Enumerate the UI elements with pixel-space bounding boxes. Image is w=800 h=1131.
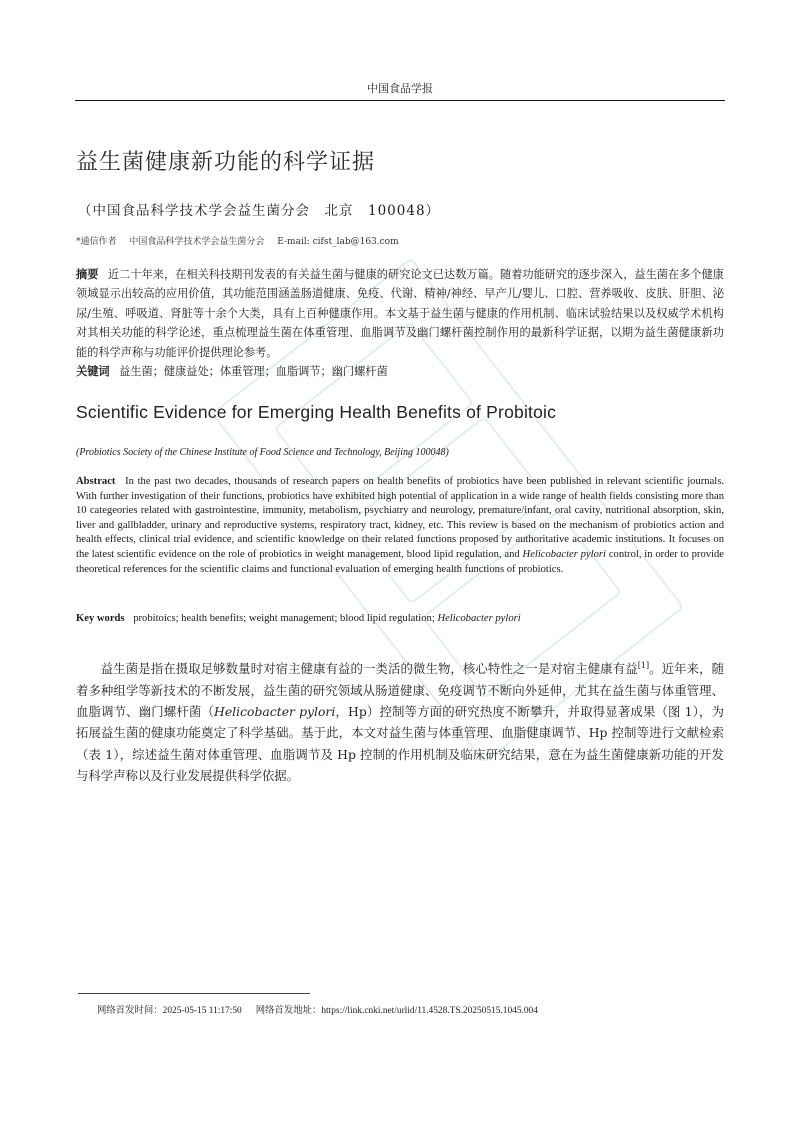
pub-url-link[interactable]: https://link.cnki.net/urlid/11.4528.TS.20250515.1045.004 xyxy=(321,1006,538,1016)
citation-ref[interactable]: [1] xyxy=(637,661,650,670)
keywords-en-italic: Helicobacter pylori xyxy=(437,613,521,624)
abstract-cn-body xyxy=(76,265,724,362)
keywords-en-text: probitoics; health benefits; weight management; blood lipid regulation; xyxy=(133,613,438,624)
keywords-cn xyxy=(76,362,724,381)
keywords-en xyxy=(76,613,724,624)
abstract-cn-text: 近二十年来，在相关科技期刊发表的有关益生菌与健康的研究论文已达数万篇。随着功能研究的逐步深入，益生菌在多个健康领域显示出较高的应用价值，其功能范围涵盖肠道健康、免疫、代谢、精神/神经、早产儿/婴儿、口腔、营养吸收、皮肤、肝胆、泌尿/生殖、呼吸道、肾脏等十余个大类，具有上百种健康作用。本文基于益生菌与健康的作用机制、临床试验结果以及权威学术机构对其相关功能的科学论述，重点梳理益生菌在体重管理、血脂调节及幽门螺杆菌控制作用的最新科学证据，以期为益生菌健康新功能的科学声称与功能评价提供理论参考。 xyxy=(76,268,724,359)
pub-url-label: 网络首发地址： xyxy=(255,1006,322,1016)
footnote xyxy=(97,1002,538,1016)
abstract-en-label: Abstract xyxy=(76,476,116,487)
pub-time-label: 网络首发时间： xyxy=(97,1006,163,1016)
header-rule xyxy=(75,100,725,101)
corresponding-org: 中国食品科学技术学会益生菌分会 xyxy=(129,237,265,247)
keywords-en-label: Key words xyxy=(76,613,125,624)
affiliation-cn: （中国食品科学技术学会益生菌分会 北京 100048） xyxy=(78,203,441,219)
paper-title-en: Scientific Evidence for Emerging Health Benefits of Probitoic xyxy=(76,402,557,422)
corresponding-label: *通信作者 xyxy=(76,237,117,247)
abstract-en-text-1: In the past two decades, thousands of research papers on health benefits of probiotics have been published in relevant scientific journals. With further investigation of their functions, probiotics have exhibited high potential of application in a wide range of health fields consisting more than 10 categeories related with gastrointestine, immunity, metabolism, psychiatry and neurology, premature/infant, oral cavity, nutritional absorption, skin, liver and gallbladder, urinary and reproductive systems, respiratory tract, kidney, etc. This review is based on the mechanism of probiotics action and health effects, clinical trial evidence, and scientific knowledge on their related functions proposed by authoritative academic institutions. It focuses on the latest scientific evidence on the role of probiotics in weight management, blood lipid regulation, and xyxy=(76,476,724,560)
body-italic-term: Helicobacter pylori xyxy=(214,703,336,719)
footnote-rule xyxy=(78,993,310,994)
body-text-2: 。近年来，随着多种组学等新技术的不断发展，益生菌的研究领域从肠道健康、免疫调节不断向外延伸，尤其在益生菌与体重管理、血脂调节、幽门螺杆菌（ xyxy=(76,661,724,719)
corresponding-author xyxy=(76,234,409,247)
corresponding-email: E-mail: cifst_lab@163.com xyxy=(277,237,399,247)
abstract-cn-label: 摘要 xyxy=(76,268,99,281)
abstract-en xyxy=(76,475,724,577)
keywords-cn-text: 益生菌；健康益处；体重管理；血脂调节；幽门螺杆菌 xyxy=(119,365,388,379)
body-paragraph xyxy=(76,655,724,787)
abstract-cn xyxy=(76,265,724,381)
journal-header: 中国食品学报 xyxy=(367,82,433,95)
pub-time: 2025-05-15 11:17:50 xyxy=(162,1006,242,1016)
paper-title-cn: 益生菌健康新功能的科学证据 xyxy=(76,150,376,175)
keywords-cn-label: 关键词 xyxy=(76,365,110,379)
affiliation-en: (Probiotics Society of the Chinese Institute of Food Science and Technology, Beijing 100048) xyxy=(76,447,449,458)
abstract-en-text-2: control, in order to provide theoretical references for the scientific claims and functional evaluation of emerging health functions of probiotics. xyxy=(76,548,724,575)
body-text-3: ，Hp）控制等方面的研究热度不断攀升，并取得显著成果（图 1），为拓展益生菌的健康功能奠定了科学基础。基于此，本文对益生菌与体重管理、血脂健康调节、Hp 控制等进行文献检索（表 1），综述益生菌对体重管理、血脂调节及 Hp 控制的作用机制及临床研究结果，意在为益生菌健康新功能的开发与科学声称以及行业发展提供科学依据。 xyxy=(76,703,724,784)
abstract-en-italic: Helicobacter pylori xyxy=(522,548,606,560)
body-text-1: 益生菌是指在摄取足够数量时对宿主健康有益的一类活的微生物，核心特性之一是对宿主健康有益 xyxy=(100,661,638,677)
